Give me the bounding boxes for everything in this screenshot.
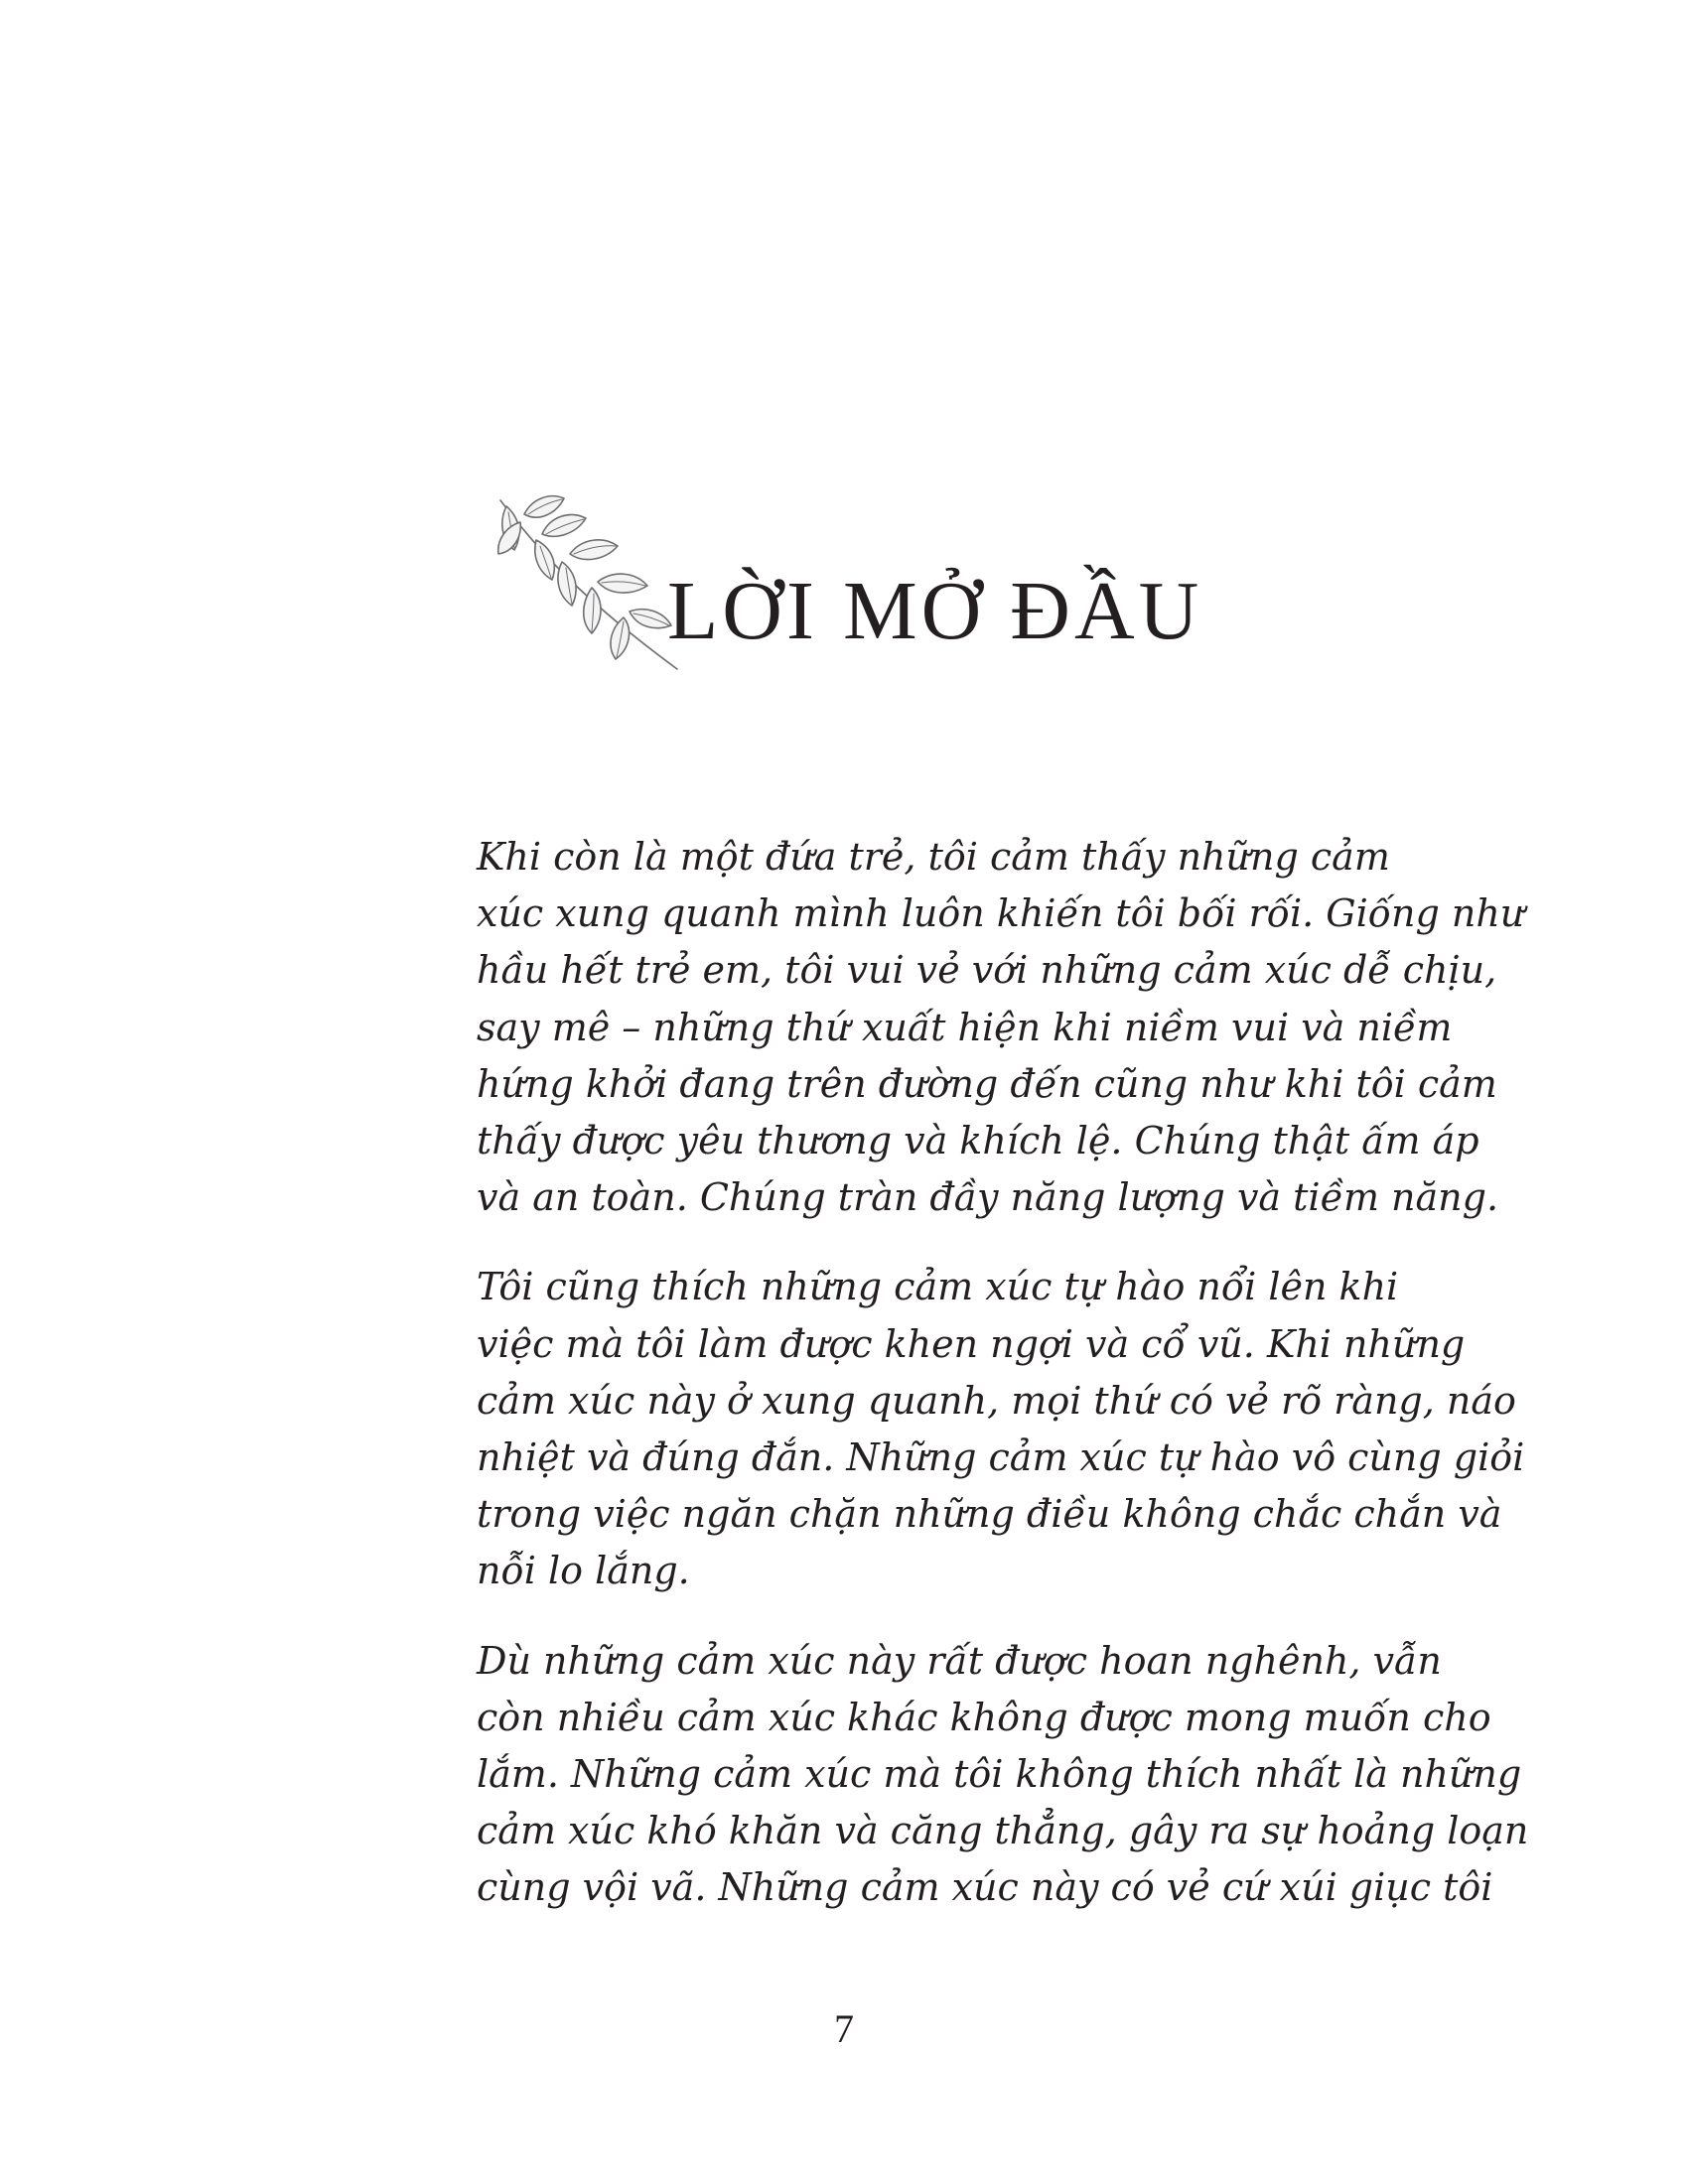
text-line: say mê – những thứ xuất hiện khi niềm vui và niềm bbox=[477, 1005, 1453, 1049]
text-line: Khi còn là một đứa trẻ, tôi cảm thấy những cảm bbox=[477, 835, 1390, 879]
text-line: lắm. Những cảm xúc mà tôi không thích nhất là những bbox=[477, 1752, 1522, 1797]
text-line: cảm xúc này ở xung quanh, mọi thứ có vẻ rõ ràng, náo bbox=[477, 1378, 1516, 1423]
body-text bbox=[381, 829, 1529, 1950]
text-line: cảm xúc khó khăn và căng thẳng, gây ra sự hoảng loạn bbox=[477, 1809, 1529, 1853]
paragraph bbox=[381, 1633, 1529, 1917]
paragraph bbox=[381, 1259, 1525, 1599]
text-line: hứng khởi đang trên đường đến cũng như khi tôi cảm bbox=[477, 1061, 1497, 1106]
text-line: Tôi cũng thích những cảm xúc tự hào nổi lên khi bbox=[477, 1265, 1399, 1309]
text-line: Dù những cảm xúc này rất được hoan nghênh, vẫn bbox=[477, 1638, 1442, 1683]
text-line: nhiệt và đúng đắn. Những cảm xúc tự hào vô cùng giỏi bbox=[477, 1435, 1525, 1480]
text-line: và an toàn. Chúng tràn đầy năng lượng và tiềm năng. bbox=[477, 1175, 1499, 1220]
text-line: thấy được yêu thương và khích lệ. Chúng thật ấm áp bbox=[477, 1119, 1479, 1163]
page-number: 7 bbox=[834, 2006, 854, 2051]
text-line: xúc xung quanh mình luôn khiến tôi bối rối. Giống như bbox=[477, 891, 1525, 936]
text-line: nỗi lo lắng. bbox=[477, 1549, 690, 1593]
text-line: cùng vội vã. Những cảm xúc này có vẻ cứ xúi giục tôi bbox=[477, 1865, 1493, 1910]
text-line: hầu hết trẻ em, tôi vui vẻ với những cảm xúc dễ chịu, bbox=[477, 948, 1497, 993]
text-line: việc mà tôi làm được khen ngợi và cổ vũ. Khi những bbox=[477, 1321, 1466, 1366]
text-line: trong việc ngăn chặn những điều không chắc chắn và bbox=[477, 1492, 1502, 1537]
text-line: còn nhiều cảm xúc khác không được mong muốn cho bbox=[477, 1695, 1491, 1739]
leaf-branch-icon bbox=[492, 492, 681, 673]
paragraph bbox=[381, 829, 1525, 1226]
chapter-title: LỜI MỞ ĐẦU bbox=[667, 565, 1203, 657]
